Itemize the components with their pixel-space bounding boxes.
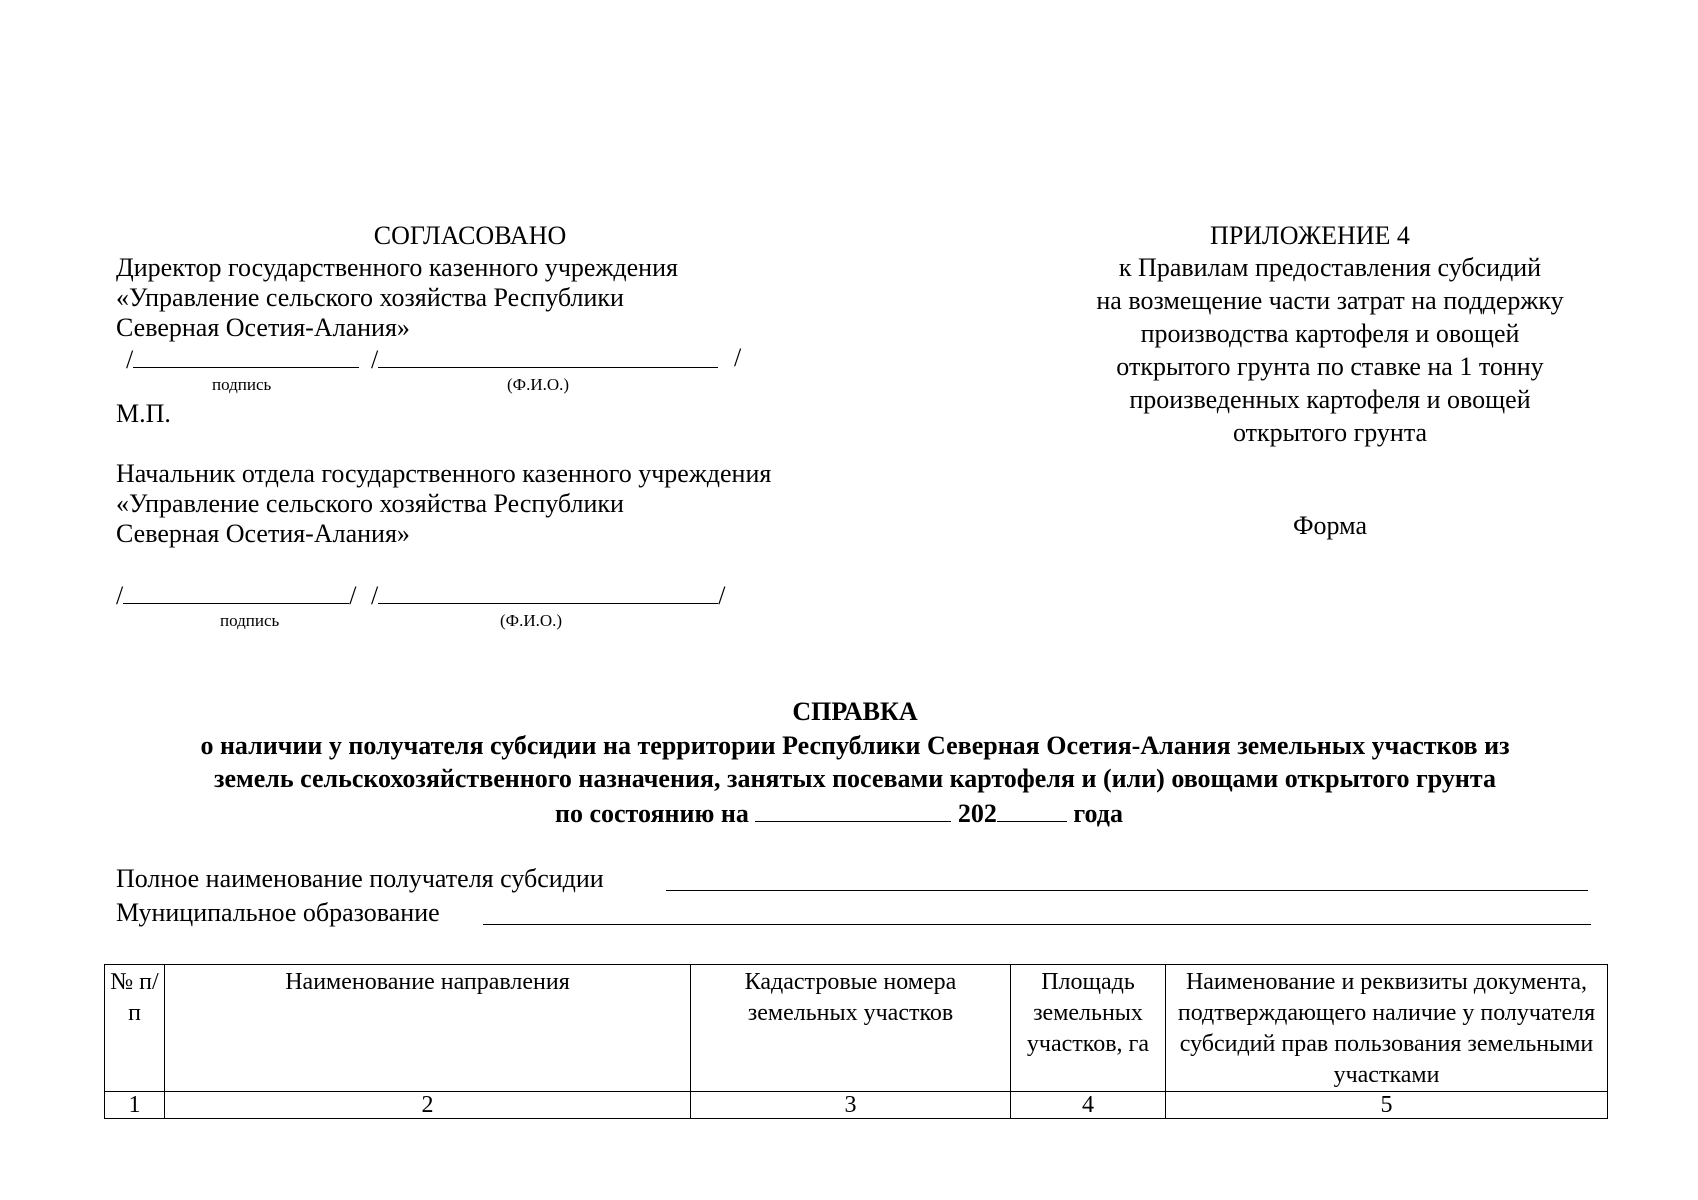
approval-director-line-2: «Управление сельского хозяйства Республики [116, 283, 624, 312]
appendix-line-5: произведенных картофеля и овощей [1129, 385, 1531, 414]
header-document-details: Наименование и реквизиты документа, подтверждающего наличие у получателя субсидий прав пользования земельными участками [1166, 965, 1608, 1092]
director-line-end: / [734, 343, 742, 372]
column-number-3: 3 [691, 1092, 1011, 1119]
header-cadastral-numbers: Кадастровые номера земельных участков [691, 965, 1011, 1092]
director-signature-line[interactable]: / [126, 343, 359, 375]
municipality-label: Муниципальное образование [116, 898, 440, 927]
recipient-field[interactable] [666, 890, 1588, 891]
appendix-title: ПРИЛОЖЕНИЕ 4 [1210, 221, 1410, 250]
header-area: Площадь земельных участков, га [1011, 965, 1166, 1092]
approval-heading: СОГЛАСОВАНО [373, 221, 567, 250]
table-row [105, 1092, 1608, 1119]
approval-head-line-1: Начальник отдела государственного казенного учреждения [116, 459, 772, 488]
director-name-caption: (Ф.И.О.) [507, 375, 570, 394]
director-name-line[interactable]: / [371, 343, 718, 375]
document-subtitle-line-1: о наличии у получателя субсидии на территории Республики Северная Осетия-Алания земельных участков из [200, 731, 1510, 760]
recipient-label: Полное наименование получателя субсидии [116, 864, 604, 893]
head-signature-line[interactable]: / / [116, 581, 357, 610]
director-signature-caption: подпись [212, 375, 272, 394]
approval-director-line-1: Директор государственного казенного учреждения [116, 253, 678, 282]
approval-head-line-2: «Управление сельского хозяйства Республики [116, 489, 624, 518]
head-signature-caption: подпись [220, 611, 280, 630]
head-name-caption: (Ф.И.О.) [500, 611, 563, 630]
approval-director-line-3: Северная Осетия-Алания» [116, 313, 410, 342]
document-subtitle-line-2: земель сельскохозяйственного назначения, занятых посевами картофеля и (или) овощами открытого грунта [214, 764, 1496, 793]
appendix-line-2: на возмещение части затрат на поддержку [1096, 286, 1564, 315]
date-year-prefix: 202 [957, 799, 997, 828]
land-plots-table [104, 964, 1608, 1119]
column-number-1: 1 [105, 1092, 165, 1119]
date-day-month-field[interactable] [755, 797, 951, 822]
date-prefix: по состоянию на [555, 799, 749, 828]
stamp-label: М.П. [116, 399, 171, 428]
table-header-row [105, 965, 1608, 1092]
column-number-2: 2 [165, 1092, 691, 1119]
header-direction-name: Наименование направления [165, 965, 691, 1092]
date-suffix: года [1073, 799, 1123, 828]
date-year-field[interactable] [997, 797, 1067, 822]
form-label: Форма [1293, 511, 1367, 540]
appendix-line-6: открытого грунта [1232, 418, 1428, 447]
document-title: СПРАВКА [792, 697, 918, 726]
appendix-line-3: производства картофеля и овощей [1140, 319, 1520, 348]
column-number-5: 5 [1166, 1092, 1608, 1119]
document-date-line [555, 797, 1123, 829]
approval-head-line-3: Северная Осетия-Алания» [116, 519, 410, 548]
head-name-line[interactable]: / / [371, 581, 726, 610]
appendix-line-4: открытого грунта по ставке на 1 тонну [1116, 352, 1544, 381]
column-number-4: 4 [1011, 1092, 1166, 1119]
header-number: № п/п [105, 965, 165, 1092]
appendix-line-1: к Правилам предоставления субсидий [1118, 253, 1542, 282]
municipality-field[interactable] [483, 924, 1591, 925]
